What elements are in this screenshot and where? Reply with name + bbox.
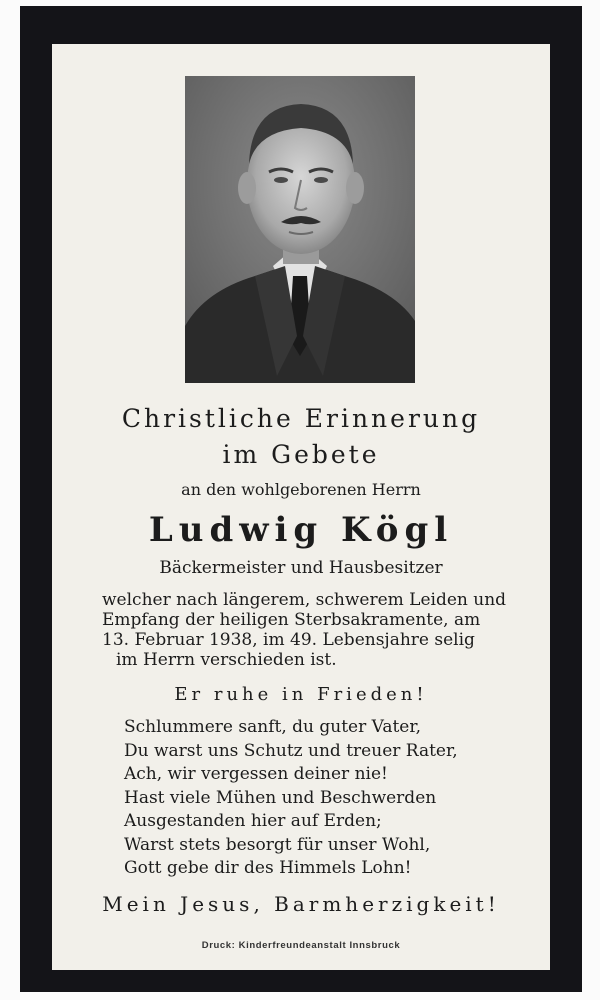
portrait-photo [185,76,415,383]
poem-line: Schlummere sanft, du guter Vater, [124,717,422,737]
occupation-text: Bäckermeister und Hausbesitzer [159,558,443,578]
card-paper [52,44,550,970]
poem-line: Ach, wir vergessen deiner nie! [124,764,388,784]
deceased-name: Ludwig Kögl [148,510,454,550]
obituary-line: 13. Februar 1938, im 49. Lebensjahre selig [102,630,475,650]
obituary-body [102,590,522,670]
heading-line-2: im Gebete [222,440,380,469]
poem-line: Du warst uns Schutz und treuer Rater, [124,740,458,761]
obituary-line: im Herrn verschieden ist. [116,650,337,670]
poem-line: Warst stets besorgt für unser Wohl, [124,834,431,855]
poem-line: Hast viele Mühen und Beschwerden [124,787,437,808]
prayer-line: Mein Jesus, Barmherzigkeit! [102,892,500,916]
obituary-line: Empfang der heiligen Sterbsakramente, am [102,610,481,630]
printer-imprint: Druck: Kinderfreundeanstalt Innsbruck [201,940,401,951]
dedication-text: an den wohlgeborenen Herrn [181,480,421,499]
poem-line: Ausgestanden hier auf Erden; [124,811,382,831]
obituary-line: welcher nach längerem, schwerem Leiden und [102,590,507,610]
poem [124,716,524,881]
memorial-card [20,6,582,992]
rest-in-peace-line: Er ruhe in Frieden! [174,684,428,705]
poem-line: Gott gebe dir des Himmels Lohn! [124,858,412,878]
heading-line-1: Christliche Erinnerung [121,404,481,433]
